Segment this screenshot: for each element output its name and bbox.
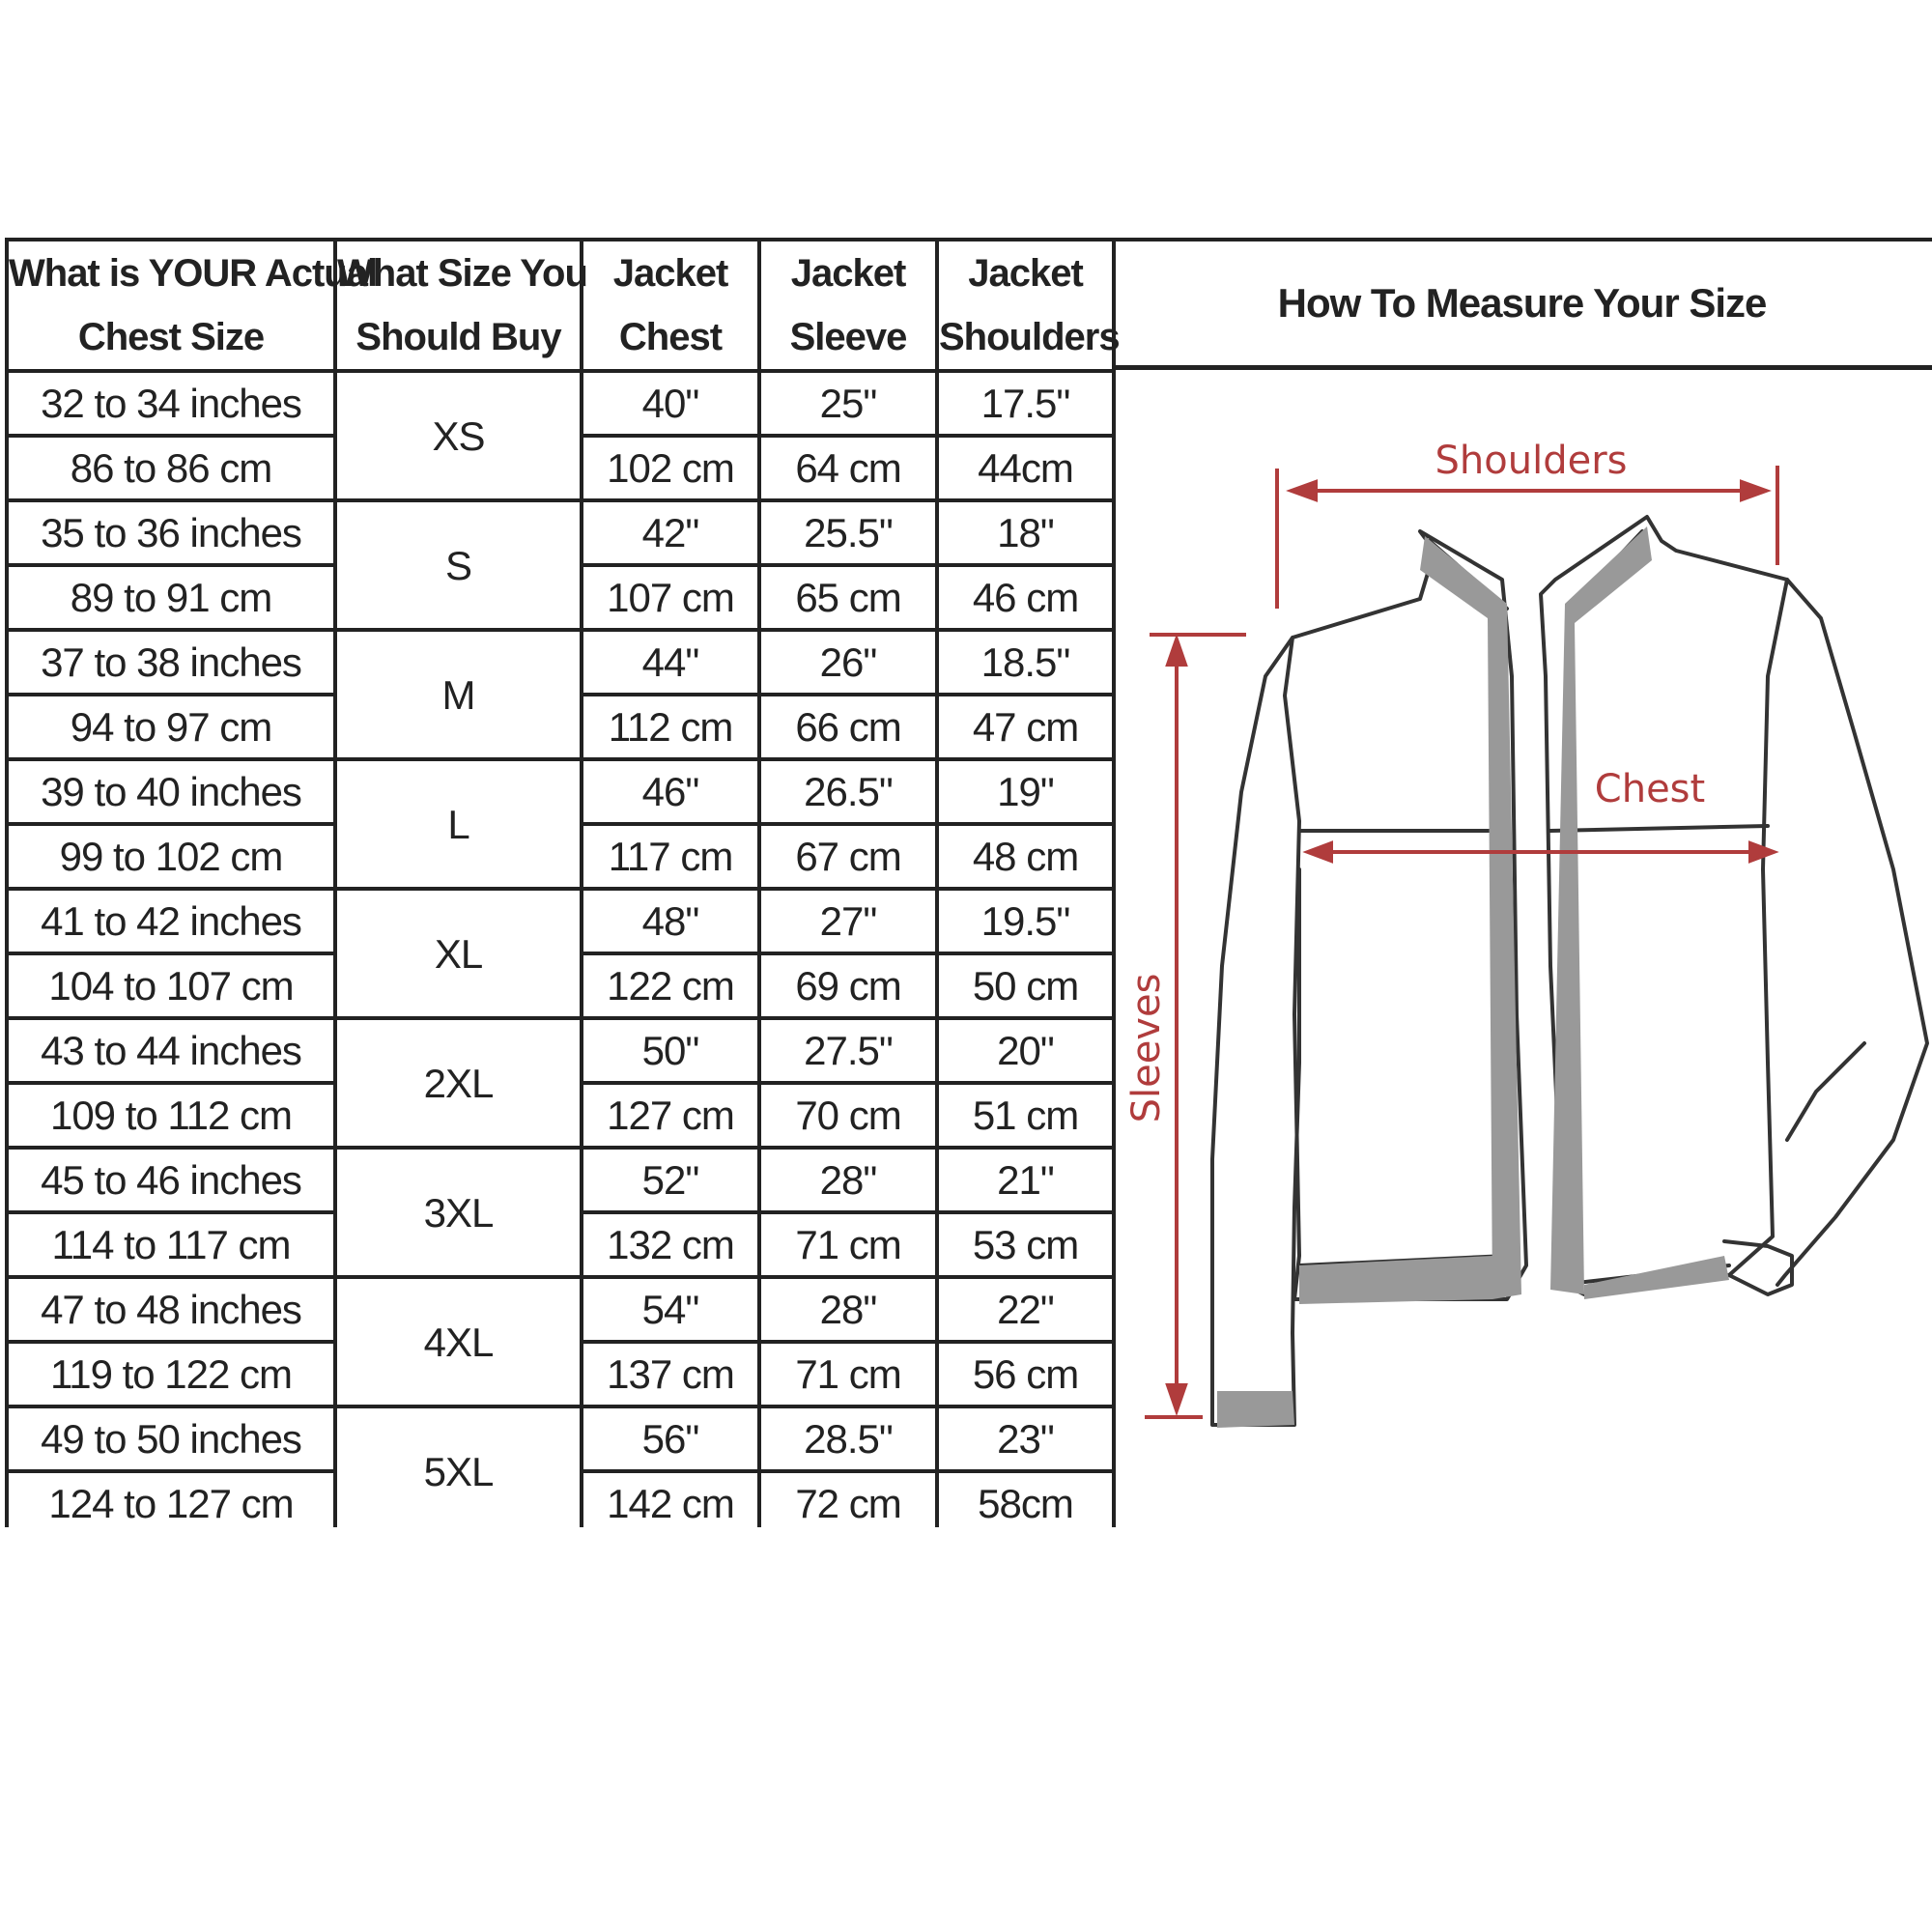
- jacket-sleeve-inches: 27.5": [759, 1018, 937, 1083]
- jacket-chest-cm: 142 cm: [582, 1471, 759, 1536]
- table-row: [7, 1018, 1114, 1083]
- jacket-sleeve-cm: 65 cm: [759, 565, 937, 630]
- size-chart-table: [5, 238, 1120, 1538]
- table-row: [7, 1277, 1114, 1342]
- jacket-sleeve-inches: 26": [759, 630, 937, 695]
- jacket-chest-cm: 122 cm: [582, 953, 759, 1018]
- jacket-shoulders-inches: 19.5": [937, 889, 1114, 953]
- jacket-chest-inches: 42": [582, 500, 759, 565]
- measure-title: How To Measure Your Size: [1277, 280, 1767, 326]
- header-line: Should Buy: [355, 316, 561, 358]
- jacket-chest-inches: 48": [582, 889, 759, 953]
- jacket-sleeve-inches: 28": [759, 1277, 937, 1342]
- actual-chest-inches: 39 to 40 inches: [7, 759, 335, 824]
- jacket-shoulders-cm: 53 cm: [937, 1212, 1114, 1277]
- jacket-sleeve-cm: 67 cm: [759, 824, 937, 889]
- jacket-sleeve-inches: 27": [759, 889, 937, 953]
- jacket-sleeve-cm: 64 cm: [759, 436, 937, 500]
- jacket-chest-inches: 44": [582, 630, 759, 695]
- actual-chest-cm: 99 to 102 cm: [7, 824, 335, 889]
- table-row: [7, 889, 1114, 953]
- table-row: [7, 1406, 1114, 1471]
- size-cell: 2XL: [335, 1018, 582, 1148]
- header-size-to-buy: [335, 240, 587, 371]
- jacket-chest-cm: 132 cm: [582, 1212, 759, 1277]
- jacket-shoulders-cm: 46 cm: [937, 565, 1114, 630]
- actual-chest-cm: 124 to 127 cm: [7, 1471, 335, 1536]
- header-line: Jacket: [968, 252, 1083, 295]
- actual-chest-inches: 45 to 46 inches: [7, 1148, 335, 1212]
- header-line: Jacket: [790, 252, 906, 295]
- jacket-chest-inches: 52": [582, 1148, 759, 1212]
- actual-chest-inches: 47 to 48 inches: [7, 1277, 335, 1342]
- jacket-shoulders-cm: 47 cm: [937, 695, 1114, 759]
- jacket-chest-cm: 117 cm: [582, 824, 759, 889]
- actual-chest-inches: 32 to 34 inches: [7, 371, 335, 436]
- jacket-shoulders-cm: 56 cm: [937, 1342, 1114, 1406]
- jacket-measure-diagram: [1112, 370, 1932, 1527]
- table-row: [7, 759, 1114, 824]
- table-row: [7, 630, 1114, 695]
- jacket-sleeve-cm: 70 cm: [759, 1083, 937, 1148]
- jacket-chest-inches: 50": [582, 1018, 759, 1083]
- size-cell: M: [335, 630, 582, 759]
- jacket-chest-cm: 112 cm: [582, 695, 759, 759]
- actual-chest-inches: 43 to 44 inches: [7, 1018, 335, 1083]
- size-cell: 5XL: [335, 1406, 582, 1536]
- jacket-shoulders-cm: 51 cm: [937, 1083, 1114, 1148]
- jacket-chest-cm: 102 cm: [582, 436, 759, 500]
- actual-chest-cm: 94 to 97 cm: [7, 695, 335, 759]
- jacket-shoulders-inches: 22": [937, 1277, 1114, 1342]
- actual-chest-inches: 49 to 50 inches: [7, 1406, 335, 1471]
- sleeves-label: Sleeves: [1124, 973, 1169, 1123]
- jacket-shoulders-inches: 23": [937, 1406, 1114, 1471]
- actual-chest-cm: 86 to 86 cm: [7, 436, 335, 500]
- header-line: Chest: [618, 316, 723, 358]
- jacket-sleeve-cm: 71 cm: [759, 1212, 937, 1277]
- jacket-shoulders-inches: 18": [937, 500, 1114, 565]
- actual-chest-inches: 37 to 38 inches: [7, 630, 335, 695]
- header-jacket-shoulders: [937, 240, 1120, 371]
- size-cell: XS: [335, 371, 582, 500]
- jacket-sleeve-inches: 25": [759, 371, 937, 436]
- actual-chest-cm: 109 to 112 cm: [7, 1083, 335, 1148]
- header-line: Sleeve: [789, 316, 907, 358]
- jacket-shoulders-cm: 58cm: [937, 1471, 1114, 1536]
- jacket-sleeve-inches: 25.5": [759, 500, 937, 565]
- jacket-sleeve-inches: 26.5": [759, 759, 937, 824]
- header-row: [7, 240, 1114, 371]
- jacket-chest-inches: 54": [582, 1277, 759, 1342]
- size-cell: S: [335, 500, 582, 630]
- jacket-sleeve-cm: 71 cm: [759, 1342, 937, 1406]
- jacket-chest-inches: 46": [582, 759, 759, 824]
- table-row: [7, 371, 1114, 436]
- jacket-shoulders-cm: 44cm: [937, 436, 1114, 500]
- jacket-chest-inches: 40": [582, 371, 759, 436]
- table-body: [7, 371, 1114, 1536]
- jacket-sleeve-inches: 28.5": [759, 1406, 937, 1471]
- jacket-shoulders-inches: 19": [937, 759, 1114, 824]
- actual-chest-inches: 35 to 36 inches: [7, 500, 335, 565]
- chest-measure: [1308, 843, 1774, 861]
- jacket-sleeve-cm: 66 cm: [759, 695, 937, 759]
- table-row: [7, 500, 1114, 565]
- actual-chest-cm: 114 to 117 cm: [7, 1212, 335, 1277]
- table-row: [7, 1148, 1114, 1212]
- header-line: What is YOUR Actual: [9, 252, 378, 295]
- size-cell: 3XL: [335, 1148, 582, 1277]
- shoulders-label: Shoulders: [1435, 439, 1628, 483]
- jacket-shoulders-inches: 21": [937, 1148, 1114, 1212]
- jacket-chest-cm: 107 cm: [582, 565, 759, 630]
- size-cell: 4XL: [335, 1277, 582, 1406]
- jacket-shoulders-cm: 50 cm: [937, 953, 1114, 1018]
- header-jacket-chest: [582, 240, 759, 371]
- jacket-shoulders-inches: 18.5": [937, 630, 1114, 695]
- jacket-sleeve-cm: 72 cm: [759, 1471, 937, 1536]
- shoulders-measure: [1277, 466, 1777, 609]
- chest-label: Chest: [1594, 767, 1706, 811]
- jacket-shoulders-inches: 17.5": [937, 371, 1114, 436]
- header-line: What Size You: [337, 252, 587, 295]
- actual-chest-cm: 89 to 91 cm: [7, 565, 335, 630]
- jacket-shoulders-inches: 20": [937, 1018, 1114, 1083]
- header-jacket-sleeve: [759, 240, 937, 371]
- actual-chest-cm: 104 to 107 cm: [7, 953, 335, 1018]
- header-line: Shoulders: [939, 316, 1120, 358]
- size-cell: XL: [335, 889, 582, 1018]
- header-line: Chest Size: [77, 316, 265, 358]
- crop-mask: [0, 1527, 1932, 1932]
- jacket-sleeve-inches: 28": [759, 1148, 937, 1212]
- jacket-chest-cm: 127 cm: [582, 1083, 759, 1148]
- jacket-sleeve-cm: 69 cm: [759, 953, 937, 1018]
- header-actual-chest: [7, 240, 378, 371]
- actual-chest-cm: 119 to 122 cm: [7, 1342, 335, 1406]
- jacket-chest-inches: 56": [582, 1406, 759, 1471]
- actual-chest-inches: 41 to 42 inches: [7, 889, 335, 953]
- jacket-chest-cm: 137 cm: [582, 1342, 759, 1406]
- jacket-shoulders-cm: 48 cm: [937, 824, 1114, 889]
- size-cell: L: [335, 759, 582, 889]
- header-line: Jacket: [612, 252, 728, 295]
